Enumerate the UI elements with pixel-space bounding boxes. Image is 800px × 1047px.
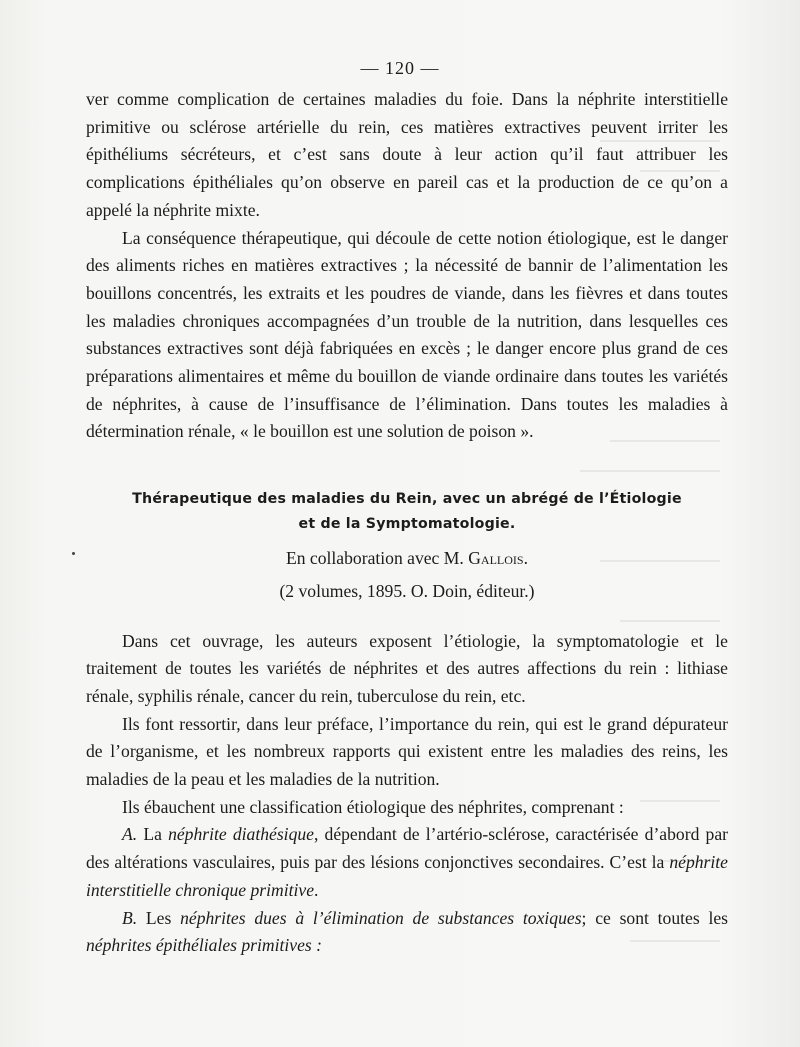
item-b-mid: ; ce sont toutes les (581, 907, 728, 928)
collab-suffix: . (523, 548, 528, 569)
item-a-mid: , dépendant de l’artério-sclérose, caractérisée d’abord par des altérations vasculaires, puis par des lésions conjonctives secondaires. C’est la (86, 824, 728, 873)
item-b-pre: Les (145, 907, 172, 928)
paragraph-overview: Dans cet ouvrage, les auteurs exposent l’étiologie, la symptomatologie et le traitement de toutes les variétés de néphrites et des autres affections du rein : lithiase rénale, syphilis rénale, cancer du rein, tuberculose du rein, etc. (86, 630, 728, 706)
item-b-term: néphrites dues à l’élimination de substances toxiques (180, 907, 582, 928)
paragraph-continuation: ver comme complication de certaines maladies du foie. Dans la néphrite interstitielle primitive ou sclérose artérielle du rein, ces matières extractives peuvent irriter les épithéliums sécréteurs, et c’est sans doute à leur action qu’il faut attribuer les complications épithéliales qu’on observe en pareil cas et la production de ce qu’on a appelé la néphrite mixte. (86, 89, 728, 220)
page-number: — 120 — (360, 58, 440, 78)
publication-info: (2 volumes, 1895. O. Doin, éditeur.) (279, 580, 535, 601)
heading-line-1: Thérapeutique des maladies du Rein, avec un abrégé de l’Étiologie (132, 491, 682, 508)
paragraph-therapeutic-consequence: La conséquence thérapeutique, qui découle de cette notion étiologique, est le danger des aliments riches en matières extractives ; la nécessité de bannir de l’alimentation les bouillons concentrés, les extraits et les poudres de viande, dans les fièvres et dans toutes les maladies chroniques accompagnées d’un trouble de la nutrition, dans lesquelles ces substances extractives sont déjà fabriquées en excès ; le danger encore plus grand de ces préparations alimentaires et même du bouillon de viande ordinaire dans toutes les variétés de néphrites, à cause de l’insuffisance de l’élimination. Dans toutes les maladies à détermination rénale, « le bouillon est une solution de poison ». (86, 227, 728, 442)
paragraph-preface: Ils font ressortir, dans leur préface, l’importance du rein, qui est le grand dépurateur de l’organisme, et les nombreux rapports qui existent entre les maladies des reins, les maladies de la peau et les maladies de la nutrition. (86, 713, 728, 790)
item-b-letter: B. (122, 907, 138, 928)
heading-line-2: et de la Symptomatologie. (298, 516, 516, 533)
item-a-letter: A. (122, 824, 138, 845)
item-b-term2: néphrites épithéliales primitives : (86, 935, 323, 956)
collab-name: Gallois (468, 548, 524, 569)
item-a-end: . (314, 879, 319, 900)
item-a-term: néphrite diathésique (168, 824, 314, 845)
collaboration-line (86, 545, 728, 573)
collab-prefix: En collaboration avec M. (285, 548, 464, 569)
item-a-term2: néphrite interstitielle chronique primitive (86, 852, 728, 900)
item-a-pre: La (143, 824, 162, 845)
ink-speck (72, 552, 75, 555)
section-heading (86, 487, 728, 537)
paragraph-classification: Ils ébauchent une classification étiologique des néphrites, comprenant : (122, 796, 624, 817)
body-text (86, 86, 728, 960)
classification-item-a (86, 821, 728, 904)
classification-item-b (86, 905, 728, 960)
